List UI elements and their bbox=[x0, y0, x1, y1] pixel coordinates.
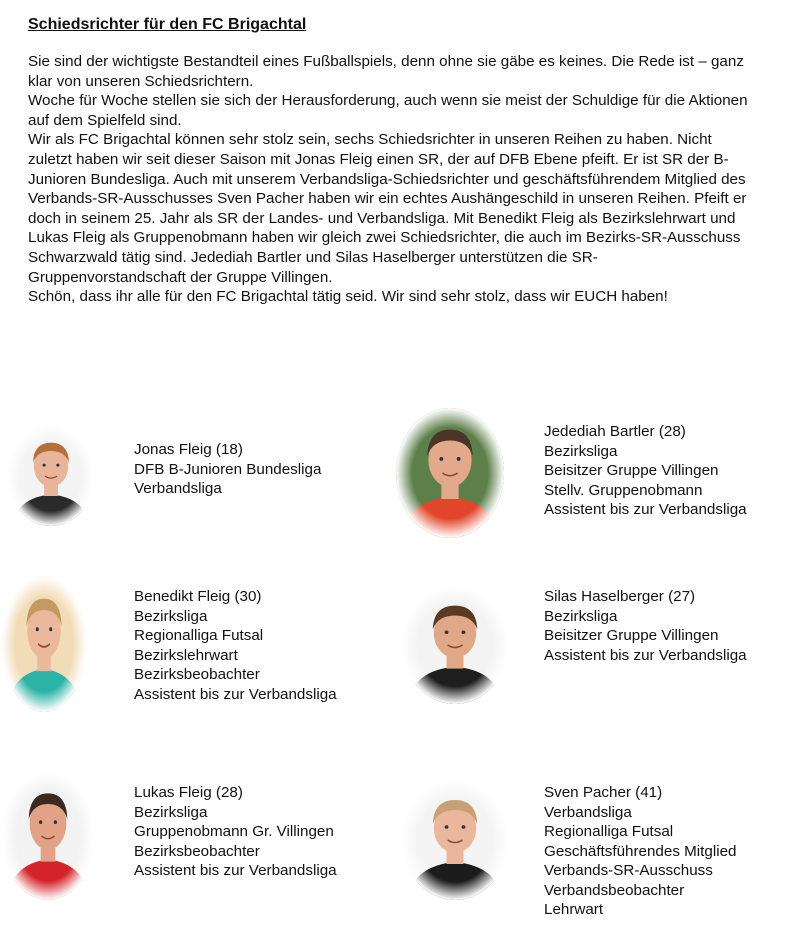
intro-paragraph: Woche für Woche stellen sie sich der Herausforderung, auch wenn sie meist der Schuldige für die Aktionen auf dem Spielfeld sind. bbox=[28, 92, 748, 129]
referee-role: Beisitzer Gruppe Villingen bbox=[544, 627, 719, 644]
referee-role: Assistent bis zur Verbandsliga bbox=[134, 862, 337, 879]
referee-role: Bezirksliga bbox=[134, 607, 208, 625]
referee-role: Regionalliga Futsal bbox=[134, 627, 264, 644]
intro-paragraph: Sie sind der wichtigste Bestandteil eines Fußballspiels, denn ohne sie gäbe es keines. Die Rede ist – ganz klar von unseren Schiedsrichtern. bbox=[28, 53, 744, 90]
referee-role: Bezirkslehrwart bbox=[134, 646, 238, 664]
intro-text bbox=[28, 52, 748, 307]
referee-photo bbox=[396, 408, 504, 538]
referee-role: Bezirksliga bbox=[134, 803, 208, 821]
referee-role: Verbandsbeobachter bbox=[544, 881, 685, 899]
portrait-illustration bbox=[402, 780, 508, 900]
referee-role: Bezirksliga bbox=[544, 607, 618, 625]
intro-paragraph: Schön, dass ihr alle für den FC Brigachtal tätig seid. Wir sind sehr stolz, dass wir EUCH haben! bbox=[28, 288, 668, 306]
portrait-illustration bbox=[2, 772, 94, 900]
page-title: Schiedsrichter für den FC Brigachtal bbox=[28, 16, 307, 33]
referee-role: Beisitzer Gruppe Villingen bbox=[544, 462, 719, 479]
referee-role: Regionalliga Futsal bbox=[544, 823, 674, 840]
referee-role: Assistent bis zur Verbandsliga bbox=[544, 646, 747, 664]
referee-role: Stellv. Gruppenobmann bbox=[544, 481, 703, 499]
referee-name: Silas Haselberger (27) bbox=[544, 588, 696, 605]
photo-vignette bbox=[396, 408, 504, 538]
referee-role: Verbandsliga bbox=[544, 803, 632, 821]
portrait-illustration bbox=[8, 426, 94, 526]
referee-role: Bezirksbeobachter bbox=[134, 666, 260, 683]
referee-name: Sven Pacher (41) bbox=[544, 784, 663, 801]
referee-role: Geschäftsführendes Mitglied bbox=[544, 842, 737, 860]
photo-vignette bbox=[2, 772, 94, 900]
referee-role: Verbands-SR-Ausschuss bbox=[544, 862, 713, 879]
portrait-illustration bbox=[402, 586, 508, 704]
referee-name: Lukas Fleig (28) bbox=[134, 784, 243, 801]
referee-role: Gruppenobmann Gr. Villingen bbox=[134, 823, 334, 840]
portrait-illustration bbox=[2, 576, 86, 712]
referee-name: Jedediah Bartler (28) bbox=[544, 423, 686, 440]
portrait-illustration bbox=[396, 408, 504, 538]
referee-photo bbox=[8, 426, 94, 526]
referee-role: Lehrwart bbox=[544, 901, 604, 918]
referee-role: Bezirksliga bbox=[544, 442, 618, 460]
referee-photo bbox=[2, 576, 86, 712]
referee-photo bbox=[2, 772, 94, 900]
referee-role: DFB B-Junioren Bundesliga bbox=[134, 460, 322, 478]
referee-name: Benedikt Fleig (30) bbox=[134, 588, 262, 605]
referee-role: Verbandsliga bbox=[134, 480, 222, 497]
referee-role: Assistent bis zur Verbandsliga bbox=[544, 501, 747, 518]
referee-photo bbox=[402, 780, 508, 900]
referee-photo bbox=[402, 586, 508, 704]
referee-name: Jonas Fleig (18) bbox=[134, 441, 243, 458]
photo-vignette bbox=[402, 586, 508, 704]
referee-role: Bezirksbeobachter bbox=[134, 842, 260, 860]
photo-vignette bbox=[8, 426, 94, 526]
photo-vignette bbox=[402, 780, 508, 900]
photo-vignette bbox=[2, 576, 86, 712]
referee-role: Assistent bis zur Verbandsliga bbox=[134, 685, 337, 703]
intro-paragraph: Wir als FC Brigachtal können sehr stolz sein, sechs Schiedsrichter in unseren Reihen zu haben. Nicht zuletzt haben wir seit dieser Saison mit Jonas Fleig einen SR, der auf DFB Ebene pfeift. Er ist SR der B-Junioren Bundesliga. Auch mit unserem Verbandsliga-Schiedsrichter und geschäftsführendem Mitglied des Verbands-SR-Ausschusses Sven Pacher haben wir ein echtes Aushängeschild in unseren Reihen. Pfeift er doch in seinem 25. Jahr als SR der Landes- und Verbandsliga. Mit Benedikt Fleig als Bezirkslehrwart und Lukas Fleig als Gruppenobmann haben wir gleich zwei Schiedsrichter, die auch im Bezirks-SR-Ausschuss Schwarzwald tätig sind. Jedediah Bartler und Silas Haselberger unterstützen die SR-Gruppenvorstandschaft der Gruppe Villingen. bbox=[28, 131, 747, 286]
